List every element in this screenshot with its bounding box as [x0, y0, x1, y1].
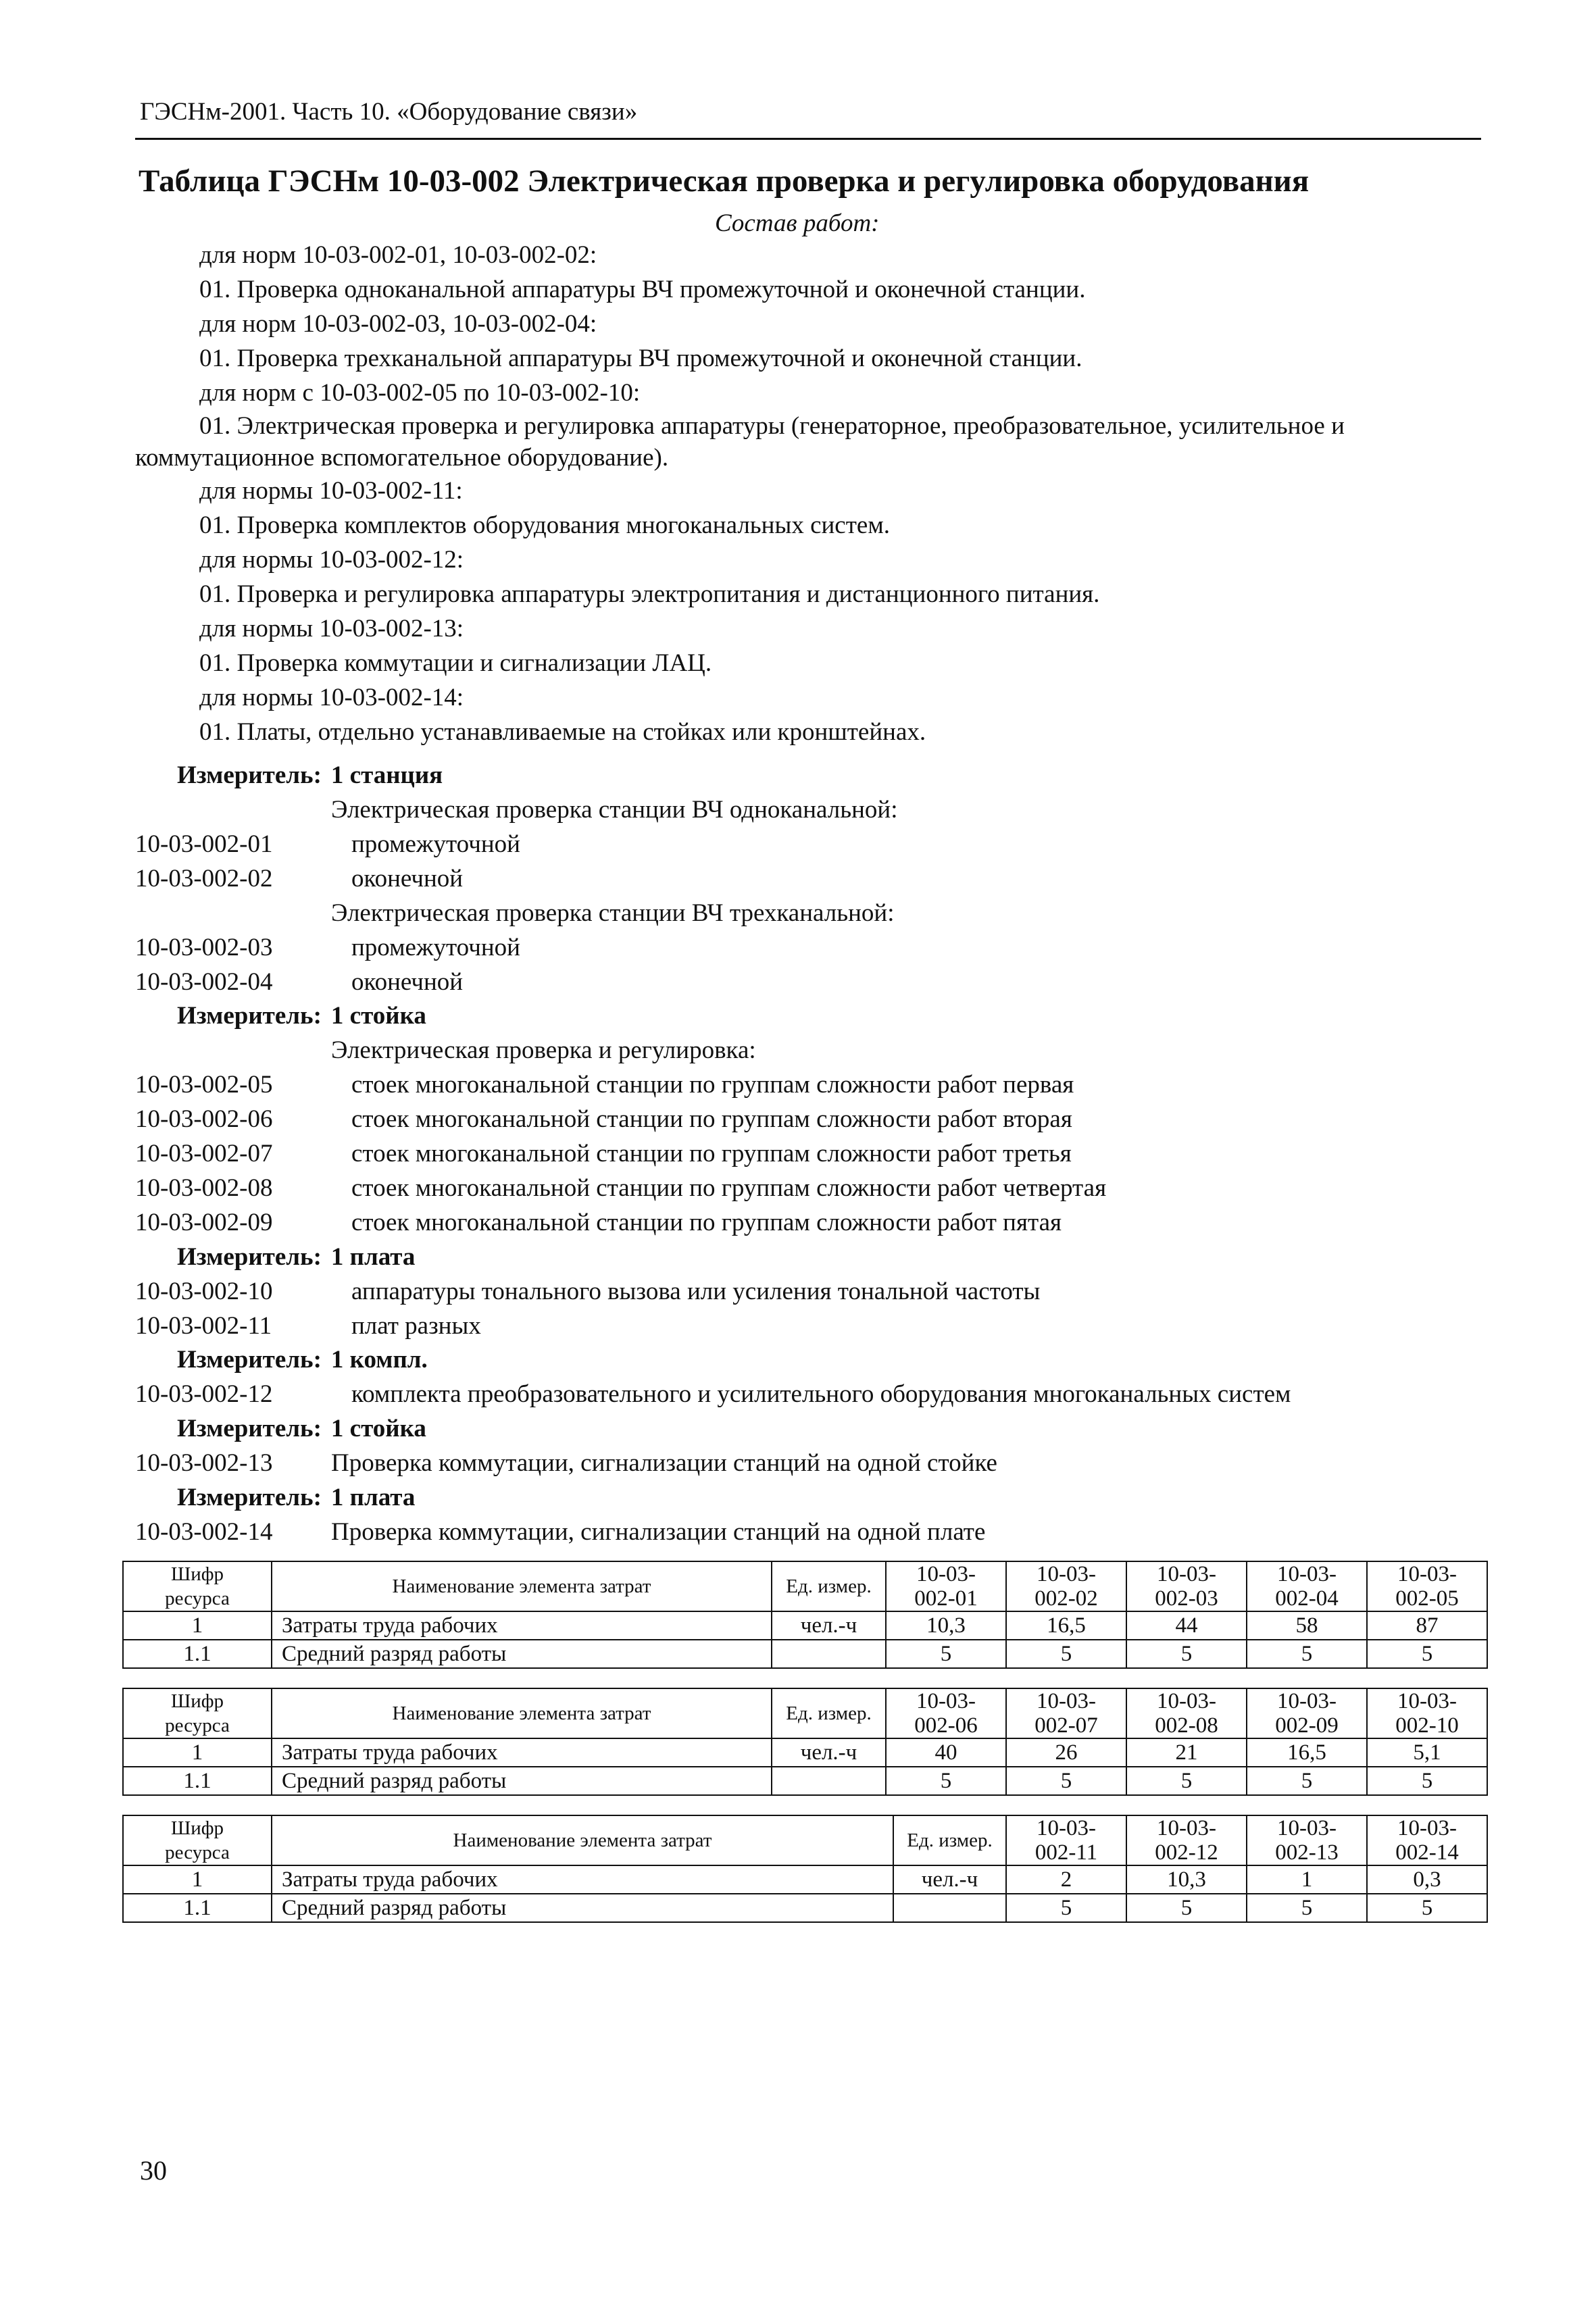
meter-caption: Измеритель:	[177, 761, 322, 789]
item-code: 10-03-002-14	[135, 1518, 273, 1546]
row-code: 1.1	[123, 1894, 272, 1922]
item-code: 10-03-002-09	[135, 1209, 273, 1236]
composition-line: 01. Платы, отдельно устанавливаемые на стойках или кронштейнах.	[199, 718, 926, 746]
header-unit: Ед. измер.	[893, 1815, 1006, 1865]
header-name: Наименование элемента затрат	[272, 1688, 772, 1738]
item-code: 10-03-002-01	[135, 830, 273, 858]
item-code: 10-03-002-10	[135, 1278, 273, 1305]
row-value: 5	[1247, 1894, 1367, 1922]
row-value: 26	[1006, 1738, 1126, 1767]
meter-caption: Измеритель:	[177, 1243, 322, 1271]
row-value: 87	[1367, 1611, 1487, 1640]
composition-line: 01. Проверка коммутации и сигнализации ЛАЦ.	[199, 649, 712, 677]
header-code: Шифр ресурса	[123, 1688, 272, 1738]
row-unit	[772, 1767, 886, 1795]
item-desc: Проверка коммутации, сигнализации станций на одной плате	[331, 1518, 986, 1546]
row-unit: чел.-ч	[772, 1738, 886, 1767]
row-value: 5	[1006, 1640, 1126, 1668]
composition-line: 01. Проверка и регулировка аппаратуры электропитания и дистанционного питания.	[199, 580, 1100, 608]
item-desc: стоек многоканальной станции по группам сложности работ первая	[351, 1071, 1074, 1099]
resource-table-3	[122, 1815, 1488, 1923]
meter-value: 1 плата	[330, 1484, 416, 1511]
row-value: 5	[1367, 1767, 1487, 1795]
table-row	[123, 1738, 1487, 1767]
composition-line: для нормы 10-03-002-14:	[199, 684, 464, 711]
item-desc: промежуточной	[351, 934, 520, 961]
row-name: Средний разряд работы	[272, 1640, 772, 1668]
header-norm: 10-03- 002-14	[1367, 1815, 1487, 1865]
header-norm: 10-03- 002-05	[1367, 1561, 1487, 1611]
meter-label	[177, 1240, 415, 1274]
row-unit: чел.-ч	[772, 1611, 886, 1640]
item-desc: промежуточной	[351, 830, 520, 858]
item-desc: аппаратуры тонального вызова или усиления тональной частоты	[351, 1278, 1041, 1305]
composition-line: для нормы 10-03-002-11:	[199, 477, 463, 505]
composition-title: Состав работ:	[715, 209, 880, 237]
item-desc: стоек многоканальной станции по группам сложности работ вторая	[351, 1105, 1072, 1133]
meter-caption: Измеритель:	[177, 1415, 322, 1442]
group-heading: Электрическая проверка станции ВЧ одноканальной:	[331, 796, 898, 824]
item-desc: Проверка коммутации, сигнализации станций на одной стойке	[331, 1449, 997, 1477]
row-code: 1.1	[123, 1767, 272, 1795]
group-heading: Электрическая проверка станции ВЧ трехканальной:	[331, 899, 895, 927]
meter-label	[177, 1343, 428, 1377]
table-row	[123, 1767, 1487, 1795]
item-desc: оконечной	[351, 968, 464, 996]
composition-line: 01. Проверка трехканальной аппаратуры ВЧ промежуточной и оконечной станции.	[199, 345, 1082, 372]
composition-line: для норм 10-03-002-01, 10-03-002-02:	[199, 241, 597, 269]
header-norm: 10-03- 002-07	[1006, 1688, 1126, 1738]
item-desc: оконечной	[351, 865, 464, 892]
row-value: 5	[1247, 1767, 1367, 1795]
table-title: Таблица ГЭСНм 10-03-002 Электрическая проверка и регулировка оборудования	[139, 164, 1310, 199]
row-code: 1	[123, 1865, 272, 1894]
item-code: 10-03-002-12	[135, 1380, 273, 1408]
header-norm: 10-03- 002-12	[1126, 1815, 1247, 1865]
meter-caption: Измеритель:	[177, 1484, 322, 1511]
page-number: 30	[140, 2155, 167, 2186]
row-value: 58	[1247, 1611, 1367, 1640]
composition-line: для нормы 10-03-002-12:	[199, 546, 464, 574]
composition-line: 01. Проверка комплектов оборудования многоканальных систем.	[199, 511, 890, 539]
row-value: 16,5	[1006, 1611, 1126, 1640]
composition-line: 01. Проверка одноканальной аппаратуры ВЧ промежуточной и оконечной станции.	[199, 276, 1086, 303]
table-row	[123, 1611, 1487, 1640]
row-unit	[893, 1894, 1006, 1922]
header-norm: 10-03- 002-09	[1247, 1688, 1367, 1738]
resource-table-1	[122, 1561, 1488, 1669]
row-value: 5	[1006, 1767, 1126, 1795]
header-norm: 10-03- 002-13	[1247, 1815, 1367, 1865]
resource-table-2	[122, 1688, 1488, 1796]
item-code: 10-03-002-03	[135, 934, 273, 961]
composition-line: для норм 10-03-002-03, 10-03-002-04:	[199, 310, 597, 338]
row-unit: чел.-ч	[893, 1865, 1006, 1894]
row-code: 1	[123, 1611, 272, 1640]
row-value: 2	[1006, 1865, 1126, 1894]
composition-line: 01. Электрическая проверка и регулировка аппаратуры (генераторное, преобразовательное, усилительное и коммутационное вспомогательное оборудование).	[135, 412, 1345, 472]
meter-value: 1 стойка	[330, 1415, 426, 1442]
meter-label	[177, 759, 443, 793]
row-value: 5	[1367, 1640, 1487, 1668]
row-value: 5	[1367, 1894, 1487, 1922]
item-code: 10-03-002-02	[135, 865, 273, 892]
row-value: 5	[1006, 1894, 1126, 1922]
header-norm: 10-03- 002-03	[1126, 1561, 1247, 1611]
meter-label	[177, 1481, 415, 1515]
row-code: 1.1	[123, 1640, 272, 1668]
row-value: 44	[1126, 1611, 1247, 1640]
header-norm: 10-03- 002-10	[1367, 1688, 1487, 1738]
row-value: 40	[886, 1738, 1006, 1767]
header-norm: 10-03- 002-04	[1247, 1561, 1367, 1611]
row-code: 1	[123, 1738, 272, 1767]
item-code: 10-03-002-08	[135, 1174, 273, 1202]
item-code: 10-03-002-11	[135, 1312, 272, 1340]
running-header: ГЭСНм-2001. Часть 10. «Оборудование связи»	[140, 98, 638, 126]
row-name: Средний разряд работы	[272, 1767, 772, 1795]
row-name: Затраты труда рабочих	[272, 1738, 772, 1767]
item-desc: комплекта преобразовательного и усилительного оборудования многоканальных систем	[351, 1380, 1291, 1408]
item-desc: стоек многоканальной станции по группам сложности работ четвертая	[351, 1174, 1107, 1202]
row-unit	[772, 1640, 886, 1668]
header-norm: 10-03- 002-11	[1006, 1815, 1126, 1865]
meter-label	[177, 1412, 426, 1446]
item-code: 10-03-002-04	[135, 968, 273, 996]
row-value: 5	[1126, 1894, 1247, 1922]
table-row	[123, 1894, 1487, 1922]
meter-label	[177, 999, 426, 1033]
composition-line: для нормы 10-03-002-13:	[199, 615, 464, 643]
header-code: Шифр ресурса	[123, 1815, 272, 1865]
header-unit: Ед. измер.	[772, 1688, 886, 1738]
row-value: 16,5	[1247, 1738, 1367, 1767]
row-value: 5	[1247, 1640, 1367, 1668]
meter-value: 1 компл.	[330, 1346, 428, 1374]
item-code: 10-03-002-05	[135, 1071, 273, 1099]
table-header-row	[123, 1688, 1487, 1738]
meter-value: 1 станция	[330, 761, 443, 789]
row-name: Затраты труда рабочих	[272, 1611, 772, 1640]
header-norm: 10-03- 002-01	[886, 1561, 1006, 1611]
row-value: 5,1	[1367, 1738, 1487, 1767]
row-value: 10,3	[1126, 1865, 1247, 1894]
table-row	[123, 1640, 1487, 1668]
header-unit: Ед. измер.	[772, 1561, 886, 1611]
item-code: 10-03-002-06	[135, 1105, 273, 1133]
row-value: 5	[886, 1640, 1006, 1668]
composition-line: для норм с 10-03-002-05 по 10-03-002-10:	[199, 379, 641, 407]
item-desc: стоек многоканальной станции по группам сложности работ пятая	[351, 1209, 1062, 1236]
header-code: Шифр ресурса	[123, 1561, 272, 1611]
header-rule	[135, 138, 1481, 140]
row-value: 10,3	[886, 1611, 1006, 1640]
header-name: Наименование элемента затрат	[272, 1815, 893, 1865]
item-desc: стоек многоканальной станции по группам сложности работ третья	[351, 1140, 1072, 1167]
row-value: 5	[886, 1767, 1006, 1795]
row-value: 21	[1126, 1738, 1247, 1767]
composition-list	[135, 238, 1483, 749]
header-norm: 10-03- 002-06	[886, 1688, 1006, 1738]
item-desc: плат разных	[351, 1312, 481, 1340]
meter-value: 1 плата	[330, 1243, 416, 1271]
row-name: Средний разряд работы	[272, 1894, 893, 1922]
row-value: 5	[1126, 1640, 1247, 1668]
group-heading: Электрическая проверка и регулировка:	[331, 1036, 756, 1064]
item-code: 10-03-002-13	[135, 1449, 273, 1477]
header-norm: 10-03- 002-02	[1006, 1561, 1126, 1611]
header-name: Наименование элемента затрат	[272, 1561, 772, 1611]
header-norm: 10-03- 002-08	[1126, 1688, 1247, 1738]
meter-caption: Измеритель:	[177, 1346, 322, 1374]
row-value: 0,3	[1367, 1865, 1487, 1894]
meter-caption: Измеритель:	[177, 1002, 322, 1030]
row-name: Затраты труда рабочих	[272, 1865, 893, 1894]
row-value: 5	[1126, 1767, 1247, 1795]
table-row	[123, 1865, 1487, 1894]
meter-value: 1 стойка	[330, 1002, 426, 1030]
table-header-row	[123, 1561, 1487, 1611]
table-header-row	[123, 1815, 1487, 1865]
row-value: 1	[1247, 1865, 1367, 1894]
item-code: 10-03-002-07	[135, 1140, 273, 1167]
